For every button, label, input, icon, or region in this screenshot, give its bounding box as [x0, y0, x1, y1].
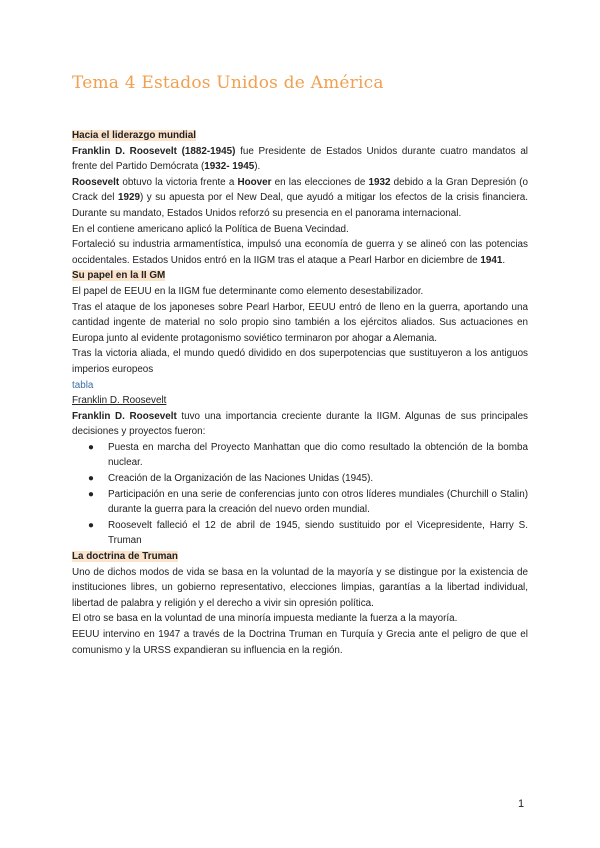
paragraph-roosevelt-importancia: [72, 409, 528, 440]
section-heading-truman: [72, 549, 528, 565]
body-text: en las elecciones de: [271, 176, 369, 188]
bullet-icon: ●: [88, 473, 94, 485]
paragraph-papel-eeuu: El papel de EEUU en la IIGM fue determinante como elemento desestabilizador.: [72, 285, 424, 297]
bullet-icon: ●: [88, 488, 94, 500]
bold-text: Hoover: [237, 176, 272, 188]
section-heading-text: La doctrina de Truman: [72, 551, 178, 563]
list-item-text: Creación de la Organización de las Naciones Unidas (1945).: [108, 473, 374, 485]
page-title: Tema 4 Estados Unidos de América: [72, 73, 384, 93]
body-text: ).: [254, 161, 261, 173]
list-item: [72, 518, 528, 549]
section-heading-papel: [72, 268, 528, 284]
section-heading-text: Su papel en la II GM: [72, 270, 166, 282]
list-item-text: Participación en una serie de conferencias junto con otros líderes mundiales (Churchill o Stalin) durante la guerra para la creación del nuevo orden mundial.: [108, 488, 528, 516]
section-heading-liderazgo: [72, 128, 528, 144]
paragraph-modos-de-vida: Uno de dichos modos de vida se basa en la voluntad de la mayoría y se distingue por la existencia de instituciones libres, un gobierno representativo, elecciones limpias, garantías a la libertad individual, libertad de palabra y religión y el derecho a vivir sin opresión política.: [72, 566, 528, 609]
paragraph-pearl-harbor: Tras el ataque de los japoneses sobre Pearl Harbor, EEUU entró de lleno en la guerra, aportando una cantidad ingente de material no solo propio sino también a los ejércitos aliados. Sus actuaciones en Europa junto al evidente protagonismo soviético terminaron por ahogar a Alemania.: [72, 301, 528, 344]
section-heading-roosevelt: Franklin D. Roosevelt: [72, 395, 167, 407]
page-number: 1: [518, 798, 525, 810]
body-text: Fortaleció su industria armamentística, impulsó una economía de guerra y se alineó con las potencias occidentales. Estados Unidos entró en la IIGM tras el ataque a Pearl Harbor en diciembre de: [72, 239, 528, 266]
bold-text: 1932: [368, 176, 391, 188]
bold-text: Franklin D. Roosevelt: [72, 410, 177, 422]
section-heading-text: Hacia el liderazgo mundial: [72, 130, 197, 141]
list-item-text: Puesta en marcha del Proyecto Manhattan que dio como resultado la obtención de la bomba nuclear.: [108, 441, 528, 469]
body-text: obtuvo la victoria frente a: [119, 176, 238, 188]
body-text: ) y su apuesta por el New Deal, que ayudó a mitigar los efectos de la crisis financiera. Durante su mandato, Estados Unidos reforzó su presencia en el panorama internacional.: [72, 192, 528, 219]
body-text: tuvo una importancia creciente durante la IIGM. Algunas de sus principales decisiones y proyectos fueron:: [72, 410, 528, 438]
tabla-link[interactable]: tabla: [72, 379, 94, 391]
paragraph-superpotencias: Tras la victoria aliada, el mundo quedó dividido en dos superpotencias que sustituyeron a los antiguos imperios europeos: [72, 348, 528, 375]
bold-text: 1941: [480, 254, 503, 266]
bold-text: 1932- 1945: [204, 161, 255, 173]
list-item: [72, 471, 528, 487]
list-item-text: Roosevelt falleció el 12 de abril de 1945, siendo sustituido por el Vicepresidente, Harry S. Truman: [108, 519, 528, 547]
list-item: [72, 487, 528, 518]
bullet-icon: ●: [88, 441, 94, 453]
bold-text: Roosevelt: [72, 176, 120, 188]
paragraph-elecciones: [72, 175, 528, 222]
bullet-list: [72, 440, 528, 549]
bold-text: Franklin D. Roosevelt (1882-1945): [72, 145, 236, 157]
body-text: fue Presidente de Estados Unidos durante cuatro mandatos al frente del Partido Demócrata (: [72, 145, 529, 173]
body-text: .: [502, 254, 506, 266]
list-item: [72, 440, 528, 471]
document-body: [72, 128, 528, 658]
body-text: debido a la Gran Depresión (o Crack del: [72, 176, 528, 204]
paragraph-doctrina-truman: EEUU intervino en 1947 a través de la Doctrina Truman en Turquía y Grecia ante el peligro de que el comunismo y la URSS expandieran su influencia en la región.: [72, 629, 528, 656]
paragraph-industria: [72, 237, 528, 268]
paragraph-roosevelt-intro: [72, 144, 528, 175]
bold-text: 1929: [118, 192, 140, 204]
bullet-icon: ●: [88, 519, 94, 531]
paragraph-minoria: El otro se basa en la voluntad de una minoría impuesta mediante la fuerza a la mayoría.: [72, 613, 458, 625]
paragraph-buena-vecindad: En el contiene americano aplicó la Política de Buena Vecindad.: [72, 223, 349, 235]
